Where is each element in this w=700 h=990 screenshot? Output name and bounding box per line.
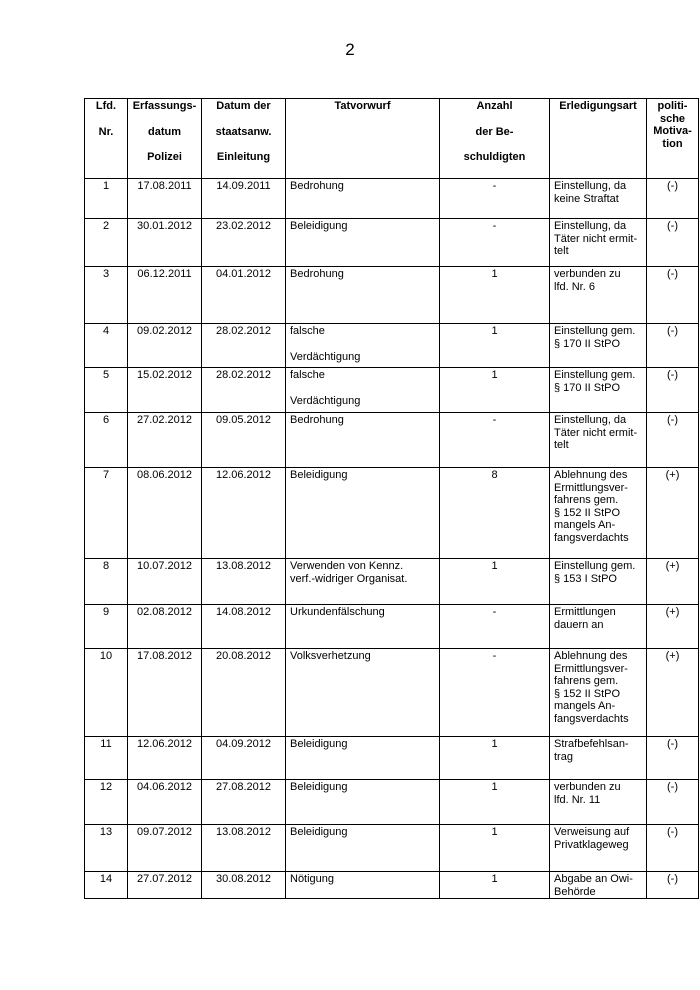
- table-row: [85, 413, 699, 468]
- cell-erfassungsdatum: 27.02.2012: [128, 413, 202, 468]
- cell-tatvorwurf-line: Nötigung: [290, 873, 335, 885]
- cell-tatvorwurf: [286, 324, 440, 368]
- cell-anzahl: 1: [440, 737, 550, 780]
- cell-erledigungsart-line: § 170 II StPO: [554, 337, 621, 350]
- cell-tatvorwurf-line: Urkundenfälschung: [290, 606, 385, 618]
- cell-tatvorwurf: [286, 649, 440, 737]
- cell-motivation: (-): [647, 737, 699, 780]
- cell-erledigungsart-line: Einstellung, da: [554, 220, 627, 232]
- cell-erledigungsart-line: Behörde: [554, 885, 596, 898]
- cell-erledigungsart-line: § 152 II StPO: [554, 687, 621, 700]
- cell-erledigungsart-line: telt: [554, 439, 569, 451]
- cell-anzahl: 1: [440, 324, 550, 368]
- cell-erledigungsart-line: Ermittlungen: [554, 606, 616, 618]
- table-row: [85, 468, 699, 559]
- cell-erledigungsart-line: Ablehnung des: [554, 650, 628, 662]
- cell-tatvorwurf: [286, 559, 440, 605]
- cell-anzahl: 8: [440, 468, 550, 559]
- cell-tatvorwurf: [286, 872, 440, 899]
- cell-motivation: (+): [647, 605, 699, 649]
- cell-erledigungsart-line: fahrens gem.: [554, 675, 619, 687]
- cell-nr: 14: [85, 872, 128, 899]
- header-einleitung: Datum der staatsanw. Einleitung: [202, 99, 286, 179]
- cell-erledigungsart: [550, 872, 647, 899]
- cell-motivation: (-): [647, 219, 699, 267]
- page-number: 2: [345, 40, 355, 59]
- cell-erledigungsart: [550, 468, 647, 559]
- cell-erfassungsdatum: 08.06.2012: [128, 468, 202, 559]
- cell-tatvorwurf: [286, 179, 440, 219]
- cell-motivation: (-): [647, 368, 699, 413]
- cell-erledigungsart: [550, 649, 647, 737]
- cell-erfassungsdatum: 06.12.2011: [128, 267, 202, 324]
- cell-tatvorwurf: [286, 219, 440, 267]
- cell-motivation: (-): [647, 179, 699, 219]
- cell-nr: 9: [85, 605, 128, 649]
- cell-nr: 6: [85, 413, 128, 468]
- cell-tatvorwurf: [286, 368, 440, 413]
- header-erledigungsart: Erledigungsart: [550, 99, 647, 179]
- cell-erledigungsart-line: Ablehnung des: [554, 469, 628, 481]
- cell-anzahl: 1: [440, 559, 550, 605]
- cell-anzahl: -: [440, 219, 550, 267]
- table-row: [85, 559, 699, 605]
- cell-tatvorwurf-line: Beleidigung: [290, 220, 348, 232]
- cell-tatvorwurf-line: Beleidigung: [290, 826, 348, 838]
- cell-erledigungsart-line: Einstellung gem.: [554, 560, 636, 572]
- cell-einleitung: 14.08.2012: [202, 605, 286, 649]
- cell-erledigungsart: [550, 780, 647, 825]
- cell-erledigungsart: [550, 179, 647, 219]
- table-row: [85, 324, 699, 368]
- cell-erledigungsart-line: Privatklageweg: [554, 838, 629, 851]
- cell-erledigungsart: [550, 559, 647, 605]
- cell-tatvorwurf: [286, 737, 440, 780]
- cell-erledigungsart-line: Abgabe an Owi-: [554, 873, 633, 885]
- cell-motivation: (-): [647, 413, 699, 468]
- cell-erfassungsdatum: 30.01.2012: [128, 219, 202, 267]
- cell-nr: 11: [85, 737, 128, 780]
- cell-nr: 5: [85, 368, 128, 413]
- header-anzahl: Anzahl der Be- schuldigten: [440, 99, 550, 179]
- cell-einleitung: 13.08.2012: [202, 825, 286, 872]
- cell-nr: 1: [85, 179, 128, 219]
- cell-erledigungsart-line: mangels An-: [554, 700, 616, 712]
- cell-erledigungsart-line: keine Straftat: [554, 192, 619, 205]
- cell-erfassungsdatum: 09.07.2012: [128, 825, 202, 872]
- cell-erledigungsart: [550, 413, 647, 468]
- cell-nr: 8: [85, 559, 128, 605]
- table-body: [85, 179, 699, 899]
- cell-erledigungsart-line: Täter nicht ermit-: [554, 426, 638, 439]
- cell-erledigungsart: [550, 737, 647, 780]
- cell-erfassungsdatum: 10.07.2012: [128, 559, 202, 605]
- cell-erfassungsdatum: 04.06.2012: [128, 780, 202, 825]
- cell-tatvorwurf-line: Verdächtigung: [290, 350, 361, 363]
- cell-anzahl: 1: [440, 780, 550, 825]
- cell-anzahl: -: [440, 605, 550, 649]
- cell-erledigungsart: [550, 219, 647, 267]
- case-table: [84, 98, 699, 899]
- cell-einleitung: 14.09.2011: [202, 179, 286, 219]
- cell-erfassungsdatum: 27.07.2012: [128, 872, 202, 899]
- cell-einleitung: 30.08.2012: [202, 872, 286, 899]
- cell-erledigungsart-line: Einstellung gem.: [554, 369, 636, 381]
- cell-tatvorwurf-line: falsche: [290, 325, 325, 337]
- cell-erledigungsart-line: Täter nicht ermit-: [554, 232, 638, 245]
- cell-erledigungsart-line: verbunden zu: [554, 268, 621, 280]
- table-row: [85, 267, 699, 324]
- cell-tatvorwurf: [286, 825, 440, 872]
- cell-tatvorwurf-line: Bedrohung: [290, 180, 344, 192]
- cell-tatvorwurf: [286, 605, 440, 649]
- cell-erledigungsart-line: Einstellung, da: [554, 414, 627, 426]
- cell-nr: 4: [85, 324, 128, 368]
- cell-tatvorwurf-line: Bedrohung: [290, 268, 344, 280]
- cell-erledigungsart: [550, 605, 647, 649]
- cell-erledigungsart-line: verbunden zu: [554, 781, 621, 793]
- cell-nr: 3: [85, 267, 128, 324]
- cell-nr: 2: [85, 219, 128, 267]
- cell-motivation: (-): [647, 780, 699, 825]
- header-row: [85, 99, 699, 179]
- cell-nr: 7: [85, 468, 128, 559]
- cell-tatvorwurf-line: Verwenden von Kennz.: [290, 560, 404, 572]
- cell-tatvorwurf-line: Verdächtigung: [290, 394, 361, 407]
- cell-erledigungsart: [550, 825, 647, 872]
- table-row: [85, 872, 699, 899]
- cell-erledigungsart-line: mangels An-: [554, 519, 616, 531]
- cell-erledigungsart-line: fangsverdachts: [554, 531, 629, 544]
- cell-erledigungsart-line: fangsverdachts: [554, 712, 629, 725]
- cell-motivation: (-): [647, 825, 699, 872]
- cell-erledigungsart: [550, 324, 647, 368]
- table-row: [85, 825, 699, 872]
- cell-tatvorwurf: [286, 267, 440, 324]
- cell-erledigungsart-line: telt: [554, 245, 569, 257]
- cell-einleitung: 23.02.2012: [202, 219, 286, 267]
- cell-anzahl: -: [440, 179, 550, 219]
- cell-tatvorwurf: [286, 468, 440, 559]
- cell-einleitung: 09.05.2012: [202, 413, 286, 468]
- cell-erledigungsart: [550, 368, 647, 413]
- cell-erledigungsart-line: § 152 II StPO: [554, 506, 621, 519]
- cell-einleitung: 04.09.2012: [202, 737, 286, 780]
- cell-tatvorwurf-line: falsche: [290, 369, 325, 381]
- cell-tatvorwurf-line: Beleidigung: [290, 738, 348, 750]
- cell-tatvorwurf-line: Beleidigung: [290, 469, 348, 481]
- cell-tatvorwurf: [286, 780, 440, 825]
- cell-einleitung: 13.08.2012: [202, 559, 286, 605]
- cell-nr: 10: [85, 649, 128, 737]
- cell-einleitung: 28.02.2012: [202, 368, 286, 413]
- header-erfassungsdatum: Erfassungs- datum Polizei: [128, 99, 202, 179]
- cell-erledigungsart-line: dauern an: [554, 618, 604, 631]
- cell-anzahl: 1: [440, 872, 550, 899]
- cell-einleitung: 27.08.2012: [202, 780, 286, 825]
- cell-erledigungsart-line: Strafbefehlsan-: [554, 738, 629, 750]
- cell-motivation: (-): [647, 267, 699, 324]
- cell-einleitung: 04.01.2012: [202, 267, 286, 324]
- cell-anzahl: 1: [440, 368, 550, 413]
- table-row: [85, 179, 699, 219]
- cell-motivation: (+): [647, 559, 699, 605]
- cell-erledigungsart-line: Ermittlungsver-: [554, 662, 628, 675]
- cell-erfassungsdatum: 17.08.2012: [128, 649, 202, 737]
- cell-erledigungsart-line: lfd. Nr. 6: [554, 280, 595, 293]
- cell-erfassungsdatum: 02.08.2012: [128, 605, 202, 649]
- cell-erfassungsdatum: 09.02.2012: [128, 324, 202, 368]
- cell-erledigungsart-line: trag: [554, 750, 573, 763]
- cell-erledigungsart-line: Einstellung, da: [554, 180, 627, 192]
- table-row: [85, 649, 699, 737]
- table-row: [85, 780, 699, 825]
- cell-tatvorwurf-line: Bedrohung: [290, 414, 344, 426]
- table-row: [85, 605, 699, 649]
- cell-nr: 13: [85, 825, 128, 872]
- cell-motivation: (-): [647, 324, 699, 368]
- cell-erledigungsart-line: § 170 II StPO: [554, 381, 621, 394]
- cell-einleitung: 28.02.2012: [202, 324, 286, 368]
- cell-erledigungsart-line: Einstellung gem.: [554, 325, 636, 337]
- cell-nr: 12: [85, 780, 128, 825]
- cell-einleitung: 12.06.2012: [202, 468, 286, 559]
- cell-motivation: (+): [647, 468, 699, 559]
- cell-motivation: (-): [647, 872, 699, 899]
- cell-erfassungsdatum: 17.08.2011: [128, 179, 202, 219]
- cell-erledigungsart-line: § 153 I StPO: [554, 572, 617, 585]
- cell-tatvorwurf-line: Volksverhetzung: [290, 650, 371, 662]
- cell-tatvorwurf-line: Beleidigung: [290, 781, 348, 793]
- table-row: [85, 368, 699, 413]
- header-motivation: politi- sche Motiva- tion: [647, 99, 699, 179]
- cell-einleitung: 20.08.2012: [202, 649, 286, 737]
- cell-tatvorwurf: [286, 413, 440, 468]
- cell-motivation: (+): [647, 649, 699, 737]
- cell-erledigungsart-line: lfd. Nr. 11: [554, 793, 601, 806]
- cell-anzahl: 1: [440, 267, 550, 324]
- cell-erledigungsart: [550, 267, 647, 324]
- table-row: [85, 219, 699, 267]
- cell-erfassungsdatum: 12.06.2012: [128, 737, 202, 780]
- table-row: [85, 737, 699, 780]
- cell-anzahl: 1: [440, 825, 550, 872]
- cell-erledigungsart-line: fahrens gem.: [554, 494, 619, 506]
- cell-anzahl: -: [440, 649, 550, 737]
- cell-erfassungsdatum: 15.02.2012: [128, 368, 202, 413]
- header-nr: Lfd. Nr.: [85, 99, 128, 179]
- cell-erledigungsart-line: Ermittlungsver-: [554, 481, 628, 494]
- header-tatvorwurf: Tatvorwurf: [286, 99, 440, 179]
- cell-anzahl: -: [440, 413, 550, 468]
- cell-tatvorwurf-line: verf.-widriger Organisat.: [290, 572, 408, 585]
- cell-erledigungsart-line: Verweisung auf: [554, 826, 630, 838]
